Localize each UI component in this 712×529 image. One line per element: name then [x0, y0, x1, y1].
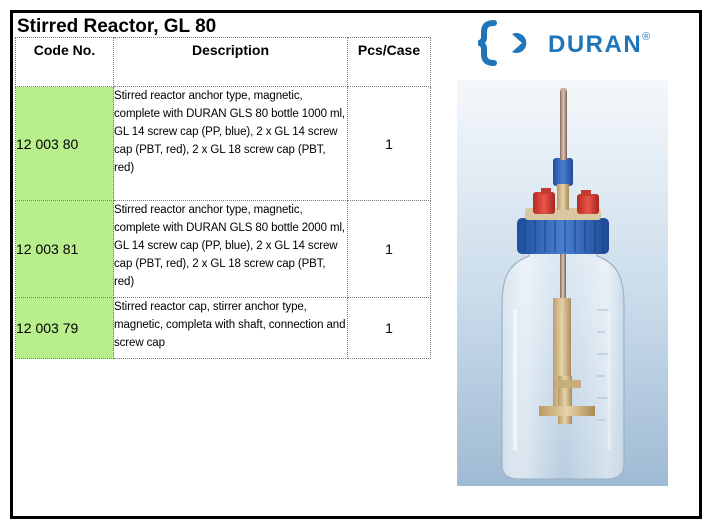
table-row [16, 87, 431, 201]
duran-logo-icon [478, 20, 538, 66]
table-row [16, 298, 431, 359]
description-cell: Stirred reactor anchor type, magnetic, complete with DURAN GLS 80 bottle 2000 ml, GL 14 screw cap (PP, blue), 2 x GL 14 screw cap (PBT, red), 2 x GL 18 screw cap (PBT, red) [114, 201, 348, 298]
pcs-cell: 1 [348, 87, 431, 201]
product-table [15, 37, 431, 359]
duran-logo [478, 20, 668, 66]
code-cell: 12 003 80 [16, 87, 114, 201]
pcs-cell: 1 [348, 298, 431, 359]
code-cell: 12 003 79 [16, 298, 114, 359]
table-row [16, 201, 431, 298]
description-cell: Stirred reactor anchor type, magnetic, complete with DURAN GLS 80 bottle 1000 ml, GL 14 screw cap (PP, blue), 2 x GL 14 screw cap (PBT, red), 2 x GL 18 screw cap (PBT, red) [114, 87, 348, 201]
page-title: Stirred Reactor, GL 80 [17, 16, 217, 37]
header-pcs: Pcs/Case [348, 38, 431, 87]
logo-text: DURAN [548, 31, 643, 58]
description-cell: Stirred reactor cap, stirrer anchor type, magnetic, completa with shaft, connection and screw cap [114, 298, 348, 359]
pcs-cell: 1 [348, 201, 431, 298]
header-description: Description [114, 38, 348, 87]
registered-mark: ® [642, 31, 652, 43]
stirred-reactor-bottle-image [457, 80, 668, 486]
code-cell: 12 003 81 [16, 201, 114, 298]
header-code: Code No. [16, 38, 114, 87]
product-photo [457, 80, 668, 486]
table-header-row [16, 38, 431, 87]
logo-wordmark [548, 31, 652, 59]
